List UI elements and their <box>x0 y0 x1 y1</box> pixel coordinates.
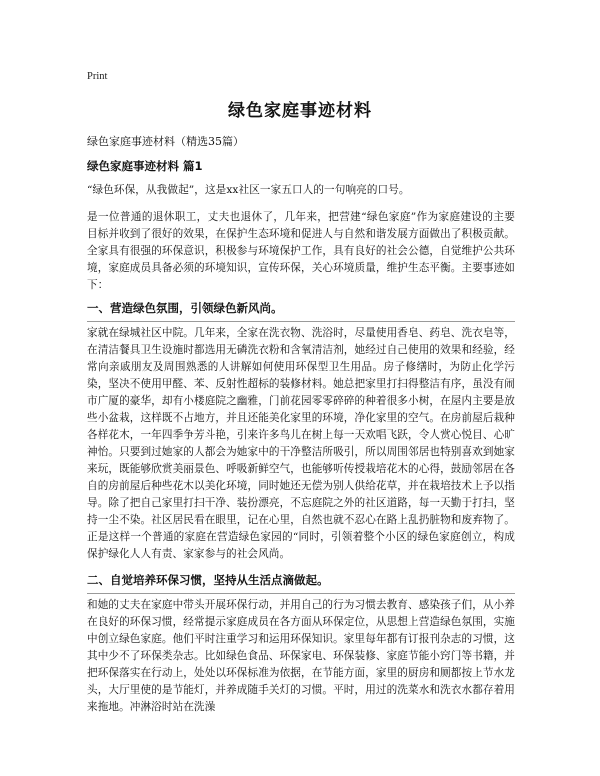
section-title: 绿色家庭事迹材料 篇1 <box>87 159 203 173</box>
heading-1: 一、营造绿色氛围，引领绿色新风尚。 <box>87 301 283 315</box>
intro-paragraph: “绿色环保，从我做起”，这是xx社区一家五口人的一句响亮的口号。 <box>87 184 410 196</box>
paragraph-1: 是一位普通的退休职工，丈夫也退休了，几年来，把营建“绿色家庭”作为家庭建设的主要目标并收到了很好的效果，在保护生态环境和促进人与自然和谐发展方面做出了积极贡献。全家具有很强的环保意识，积极参与环境保护工作，具有良好的社会公德，自觉维护公共环境，家庭成员具备必须的环境知识，宣传环保，关心环境质量，维护生态平衡。主要事迹如下： <box>87 211 515 291</box>
print-label[interactable]: Print <box>87 71 108 82</box>
paragraph-2: 家就在绿城社区中院。几年来，全家在洗衣物、洗浴时，尽量使用香皂、药皂、洗衣皂等，在清洁餐具卫生设施时都选用无磷洗衣粉和含氧清洁剂，她经过自己使用的效果和经验，经常向亲戚朋友及周围熟悉的人讲解如何使用环保型卫生用品。房子修缮时，为防止化学污染，坚决不使用甲醛、苯、反射性超标的装修材料。她总把家里打扫得整洁有序，虽没有闹市广厦的豪华，却有小楼庭院之幽雅，门前花园零零碎碎的种着很多小树，在屋内主要是放些小盆栽，这样既不占地方，并且还能美化家里的环境，净化家里的空气。在房前屋后栽种各样花木，一年四季争芳斗艳，引来许多鸟儿在树上每一天欢唱飞跃，令人赏心悦目、心旷神怡。只要到过她家的人都会为她家中的干净整洁所吸引，所以周围邻居也特别喜欢到她家来玩，既能够欣赏美丽景色、呼吸新鲜空气，也能够听传授栽培花木的心得，鼓励邻居在各自的房前屋后种些花木以美化环境，同时她还无偿为别人供给花草，并在栽培技术上予以指导。除了把自己家里打扫干净、装扮漂亮，不忘庭院之外的社区道路，每一天勤于打扫，坚持一尘不染。社区居民看在眼里，记在心里，自然也就不忍心在路上乱扔脏物和废弃物了。正是这样一个普通的家庭在营造绿色家园的“同时，引领着整个小区的绿色家庭创立，构成保护绿化人人有责、家家参与的社会风尚。 <box>87 327 515 560</box>
heading-2: 二、自觉培养环保习惯，坚持从生活点滴做起。 <box>87 573 329 587</box>
document-subtitle: 绿色家庭事迹材料（精选35篇） <box>87 135 244 148</box>
page-title: 绿色家庭事迹材料 <box>228 101 372 121</box>
divider <box>87 593 515 594</box>
paragraph-3: 和她的丈夫在家庭中带头开展环保行动，并用自己的行为习惯去教育、感染孩子们，从小养在良好的环保习惯，经常提示家庭成员在各方面从环保定位，从思想上营造绿色氛围，实施中创立绿色家庭。他们平时注重学习和运用环保知识。家里每年都有订报刊杂志的习惯，这其中少不了环保类杂志。比如绿色食品、环保家电、环保装修、家庭节能小窍门等书籍，并把环保落实在行动上，处处以环保标准为依据，在节能方面，家里的厨房和厕都按上节水龙头，大厅里使的是节能灯，并养成随手关灯的习惯。平时，用过的洗菜水和洗衣水都存着用来拖地。冲淋浴时站在洗澡 <box>87 599 515 713</box>
divider <box>87 321 515 322</box>
